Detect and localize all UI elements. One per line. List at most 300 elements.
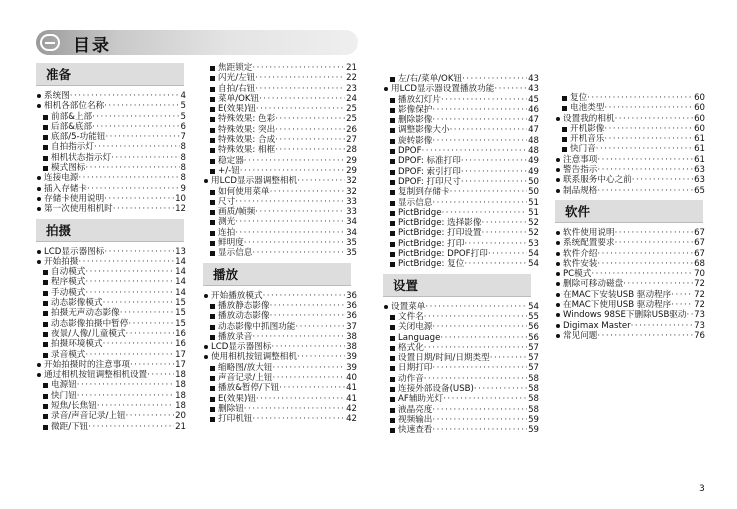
dot-leader — [103, 298, 174, 308]
toc-entry-page: 5 — [180, 101, 186, 112]
bullet-square-icon — [390, 428, 395, 433]
bullet-dot-icon — [204, 179, 208, 183]
toc-entry[interactable] — [203, 166, 357, 176]
toc-entry-page: 61 — [694, 134, 705, 145]
dot-leader — [92, 112, 179, 122]
toc-entry[interactable] — [203, 342, 357, 352]
toc-entry[interactable] — [383, 333, 539, 343]
toc-entry[interactable] — [383, 84, 539, 94]
toc-entry[interactable] — [555, 124, 705, 134]
bullet-dot-icon — [37, 197, 41, 201]
toc-entry[interactable] — [555, 144, 705, 154]
toc-entry-title: 软件介绍 — [563, 248, 598, 259]
toc-entry-title: E(效果)钮 — [218, 393, 256, 404]
toc-entry[interactable] — [555, 310, 705, 320]
toc-entry[interactable] — [36, 163, 186, 173]
section-heading: 拍摄 — [36, 219, 184, 242]
dot-leader — [120, 308, 174, 318]
toc-entry[interactable] — [203, 228, 357, 238]
toc-entry[interactable] — [383, 177, 539, 187]
dot-leader — [604, 134, 693, 144]
toc-entry[interactable] — [555, 93, 705, 103]
toc-entry-page: 72 — [694, 279, 705, 290]
bullet-square-icon — [562, 106, 567, 111]
toc-entry[interactable] — [383, 187, 539, 197]
dot-leader — [103, 339, 174, 349]
toc-entry-title: 调整影像大小 — [398, 125, 450, 136]
bullet-dot-icon — [37, 176, 41, 180]
dot-leader — [252, 332, 345, 342]
toc-entry-page: 53 — [528, 238, 539, 249]
toc-entry[interactable] — [36, 153, 186, 163]
bullet-square-icon — [210, 210, 215, 215]
toc-entry[interactable] — [203, 217, 357, 227]
dot-leader — [130, 360, 174, 370]
toc-entry[interactable] — [555, 103, 705, 113]
toc-entry-page: 13 — [175, 246, 186, 257]
toc-entry-title: PictBridge: 复位 — [398, 259, 465, 270]
toc-entry[interactable] — [36, 360, 186, 370]
toc-entry[interactable] — [203, 311, 357, 321]
toc-entry[interactable] — [555, 165, 705, 175]
toc-entry[interactable] — [36, 370, 186, 380]
toc-entry-title: 相机各部位名称 — [44, 101, 105, 112]
toc-entry[interactable] — [383, 384, 539, 394]
dot-leader — [443, 394, 527, 404]
bullet-square-icon — [43, 156, 48, 161]
toc-entry-page: 52 — [528, 218, 539, 229]
bullet-square-icon — [390, 190, 395, 195]
bullet-square-icon — [210, 335, 215, 340]
section-heading: 软件 — [555, 200, 703, 223]
dot-leader — [488, 249, 527, 259]
toc-entry[interactable] — [383, 105, 539, 115]
dot-leader — [490, 353, 527, 363]
toc-entry[interactable] — [555, 290, 705, 300]
dot-leader — [432, 115, 527, 125]
toc-entry[interactable] — [36, 308, 186, 318]
toc-entry-page: 51 — [528, 207, 539, 218]
toc-entry[interactable] — [383, 374, 539, 384]
toc-entry-page: 38 — [346, 342, 357, 353]
toc-entry[interactable] — [555, 259, 705, 269]
toc-entry-title: 快门钮 — [51, 390, 77, 401]
bullet-square-icon — [43, 280, 48, 285]
toc-entry[interactable] — [203, 145, 357, 155]
toc-entry[interactable] — [383, 425, 539, 435]
minus-circle-icon — [40, 34, 60, 51]
toc-entry[interactable] — [203, 187, 357, 197]
toc-entry[interactable] — [203, 114, 357, 124]
toc-entry[interactable] — [555, 321, 705, 331]
dot-leader — [295, 322, 345, 332]
toc-entry[interactable] — [383, 125, 539, 135]
bullet-dot-icon — [556, 189, 560, 193]
toc-entry-page: 41 — [346, 383, 357, 394]
toc-entry[interactable] — [203, 156, 357, 166]
toc-entry-title: 开机影像 — [570, 123, 605, 134]
toc-entry[interactable] — [383, 239, 539, 249]
toc-entry-page: 58 — [528, 384, 539, 395]
dot-leader — [424, 374, 527, 384]
toc-entry-title: 手动模式 — [51, 287, 86, 298]
dot-leader — [422, 146, 528, 156]
bullet-dot-icon — [556, 252, 560, 256]
dot-leader — [252, 248, 345, 258]
bullet-square-icon — [562, 147, 567, 152]
bullet-square-icon — [210, 251, 215, 256]
toc-entry-title: 画质/帧频 — [218, 207, 256, 218]
toc-entry-page: 42 — [346, 403, 357, 414]
bullet-square-icon — [390, 252, 395, 257]
toc-entry[interactable] — [383, 156, 539, 166]
toc-entry-page: 18 — [175, 370, 186, 381]
bullet-square-icon — [562, 127, 567, 132]
toc-entry[interactable] — [555, 269, 705, 279]
toc-entry-title: 格式化 — [398, 342, 424, 353]
toc-entry-page: 14 — [175, 267, 186, 278]
toc-entry-title: 存储卡使用说明 — [44, 193, 105, 204]
toc-entry-page: 39 — [346, 362, 357, 373]
bullet-square-icon — [390, 387, 395, 392]
toc-entry[interactable] — [203, 135, 357, 145]
bullet-square-icon — [210, 241, 215, 246]
toc-entry[interactable] — [203, 373, 357, 383]
bullet-square-icon — [210, 366, 215, 371]
toc-entry-title: 播放&暂停/下钮 — [218, 383, 280, 394]
toc-entry[interactable] — [203, 414, 357, 424]
toc-entry[interactable] — [36, 184, 186, 194]
dot-leader — [482, 228, 528, 238]
toc-entry[interactable] — [203, 104, 357, 114]
toc-entry-page: 33 — [346, 196, 357, 207]
bullet-dot-icon — [556, 117, 560, 121]
dot-leader — [432, 405, 527, 415]
toc-entry[interactable] — [555, 238, 705, 248]
toc-entry-title: 系统图 — [44, 91, 70, 101]
toc-entry-title: 使用相机按钮调整相机 — [211, 352, 297, 363]
dot-leader — [671, 290, 693, 300]
toc-entry[interactable] — [36, 257, 186, 267]
toc-entry-page: 32 — [346, 176, 357, 187]
toc-entry-page: 49 — [528, 166, 539, 177]
dot-leader — [591, 269, 693, 279]
dot-leader — [275, 135, 345, 145]
toc-entry[interactable] — [203, 248, 357, 258]
toc-entry[interactable] — [383, 343, 539, 353]
dot-leader — [275, 114, 345, 124]
toc-entry[interactable] — [203, 94, 357, 104]
dot-leader — [671, 300, 693, 310]
toc-entry[interactable] — [203, 383, 357, 393]
toc-entry[interactable] — [555, 114, 705, 124]
bullet-dot-icon — [556, 303, 560, 307]
bullet-square-icon — [210, 97, 215, 102]
toc-entry-title: 连接电源 — [44, 173, 79, 184]
toc-entry-title: 删除影像 — [398, 115, 433, 126]
toc-entry-title: 拍摄环境模式 — [51, 339, 103, 350]
bullet-square-icon — [390, 128, 395, 133]
toc-entry[interactable] — [383, 259, 539, 269]
toc-entry[interactable] — [203, 394, 357, 404]
toc-entry-title: 连接外部设备(USB) — [398, 384, 474, 395]
toc-entry-title: 相机状态指示灯 — [51, 152, 112, 163]
toc-entry-page: 8 — [180, 142, 186, 153]
bullet-square-icon — [210, 148, 215, 153]
dot-leader — [464, 259, 527, 269]
dot-leader — [432, 322, 527, 332]
toc-entry-page: 47 — [528, 125, 539, 136]
bullet-square-icon — [43, 291, 48, 296]
toc-entry[interactable] — [36, 350, 186, 360]
dot-leader — [597, 165, 693, 175]
toc-entry-title: DPOF: 打印尺寸 — [398, 176, 461, 187]
toc-entry[interactable] — [383, 228, 539, 238]
dot-leader — [88, 422, 174, 432]
bullet-square-icon — [43, 135, 48, 140]
toc-entry-title: 用LCD显示器调整相机 — [211, 176, 298, 187]
dot-leader — [235, 217, 345, 227]
toc-entry-page: 36 — [346, 311, 357, 322]
bullet-square-icon — [43, 145, 48, 150]
toc-entry[interactable] — [555, 249, 705, 259]
dot-leader — [297, 176, 345, 186]
bullet-square-icon — [390, 180, 395, 185]
toc-entry[interactable] — [383, 249, 539, 259]
bullet-square-icon — [210, 231, 215, 236]
dot-leader — [442, 208, 528, 218]
toc-entry-page: 57 — [528, 353, 539, 364]
toc-entry[interactable] — [36, 288, 186, 298]
toc-entry[interactable] — [203, 238, 357, 248]
toc-entry[interactable] — [383, 302, 539, 312]
toc-entry-page: 60 — [694, 123, 705, 134]
bullet-square-icon — [390, 325, 395, 330]
toc-entry[interactable] — [36, 391, 186, 401]
toc-entry-title: 微距/下钮 — [51, 421, 89, 432]
dot-leader — [297, 352, 345, 362]
toc-entry[interactable] — [203, 176, 357, 186]
toc-entry[interactable] — [383, 312, 539, 322]
toc-entry-page: 25 — [346, 104, 357, 115]
toc-entry[interactable] — [36, 91, 186, 101]
bullet-square-icon — [210, 325, 215, 330]
toc-entry[interactable] — [383, 394, 539, 404]
bullet-dot-icon — [384, 87, 388, 91]
toc-entry[interactable] — [36, 329, 186, 339]
toc-entry-title: LCD显示器图标 — [44, 246, 105, 257]
bullet-square-icon — [390, 98, 395, 103]
toc-entry-page: 33 — [346, 207, 357, 218]
toc-entry[interactable] — [383, 146, 539, 156]
dot-leader — [259, 94, 345, 104]
section-heading: 准备 — [36, 63, 184, 86]
bullet-square-icon — [210, 87, 215, 92]
toc-entry[interactable] — [383, 208, 539, 218]
bullet-square-icon — [210, 138, 215, 143]
toc-entry[interactable] — [203, 63, 357, 73]
toc-entry[interactable] — [383, 95, 539, 105]
toc-entry[interactable] — [203, 322, 357, 332]
dot-leader — [263, 291, 345, 301]
toc-entry[interactable] — [203, 84, 357, 94]
toc-entry-page: 57 — [528, 342, 539, 353]
bullet-square-icon — [43, 404, 48, 409]
toc-entry[interactable] — [555, 331, 705, 341]
toc-entry-page: 38 — [346, 331, 357, 342]
toc-entry[interactable] — [36, 277, 186, 287]
bullet-dot-icon — [37, 104, 41, 108]
bullet-square-icon — [43, 332, 48, 337]
toc-entry[interactable] — [203, 125, 357, 135]
toc-entry[interactable] — [36, 298, 186, 308]
toc-entry[interactable] — [36, 247, 186, 257]
dot-leader — [94, 142, 180, 152]
dot-leader — [85, 163, 179, 173]
toc-entry-page: 60 — [694, 103, 705, 114]
toc-entry[interactable] — [555, 175, 705, 185]
toc-entry[interactable] — [36, 132, 186, 142]
dot-leader — [255, 84, 345, 94]
toc-entry-title: 常见问题 — [563, 330, 598, 341]
toc-entry-page: 36 — [346, 290, 357, 301]
toc-entry[interactable] — [36, 267, 186, 277]
toc-entry[interactable] — [555, 186, 705, 196]
toc-entry-page: 67 — [694, 248, 705, 259]
toc-entry[interactable] — [203, 332, 357, 342]
dot-leader — [77, 391, 174, 401]
toc-entry-page: 65 — [694, 185, 705, 196]
dot-leader — [256, 104, 345, 114]
toc-entry[interactable] — [383, 136, 539, 146]
toc-entry-page: 73 — [694, 310, 705, 321]
toc-entry-page: 20 — [175, 411, 186, 422]
toc-entry[interactable] — [203, 207, 357, 217]
dot-leader — [235, 197, 345, 207]
bullet-square-icon — [210, 397, 215, 402]
toc-entry-title: E(效果)钮 — [218, 104, 256, 115]
toc-entry[interactable] — [383, 74, 539, 84]
toc-entry-title: 闪光/左钮 — [218, 73, 256, 84]
toc-entry[interactable] — [203, 404, 357, 414]
toc-entry[interactable] — [36, 422, 186, 432]
toc-entry[interactable] — [36, 112, 186, 122]
section-heading: 播放 — [203, 263, 351, 286]
dot-leader — [464, 239, 527, 249]
toc-entry[interactable] — [383, 405, 539, 415]
toc-entry[interactable] — [555, 155, 705, 165]
toc-entry[interactable] — [36, 380, 186, 390]
bullet-square-icon — [390, 139, 395, 144]
toc-entry-title: 特殊效果: 相框 — [218, 145, 276, 156]
toc-entry[interactable] — [36, 194, 186, 204]
toc-entry[interactable] — [383, 218, 539, 228]
toc-entry-title: 稳定器 — [218, 155, 244, 166]
toc-entry-title: PictBridge — [398, 207, 442, 218]
dot-leader — [615, 114, 693, 124]
toc-entry-title: DPOF: 索引打印 — [398, 166, 461, 177]
toc-entry[interactable] — [203, 73, 357, 83]
dot-leader — [275, 125, 345, 135]
toc-entry-title: 自动模式 — [51, 267, 86, 278]
toc-entry-page: 50 — [528, 187, 539, 198]
toc-entry-title: 液晶亮度 — [398, 404, 433, 415]
toc-entry[interactable] — [203, 301, 357, 311]
toc-entry[interactable] — [36, 101, 186, 111]
toc-entry-page: 61 — [694, 154, 705, 165]
dot-leader — [597, 331, 693, 341]
toc-entry[interactable] — [36, 204, 186, 214]
toc-entry[interactable] — [383, 322, 539, 332]
toc-entry[interactable] — [383, 115, 539, 125]
dot-leader — [70, 91, 180, 101]
bullet-square-icon — [43, 383, 48, 388]
toc-entry[interactable] — [36, 401, 186, 411]
toc-entry[interactable] — [203, 363, 357, 373]
dot-leader — [147, 370, 174, 380]
toc-entry[interactable] — [36, 122, 186, 132]
toc-entry-page: 29 — [346, 165, 357, 176]
bullet-square-icon — [210, 159, 215, 164]
bullet-dot-icon — [204, 355, 208, 359]
toc-entry[interactable] — [555, 300, 705, 310]
dot-leader — [92, 122, 179, 132]
toc-entry[interactable] — [36, 142, 186, 152]
toc-entry[interactable] — [555, 279, 705, 289]
toc-entry[interactable] — [203, 352, 357, 362]
toc-entry-title: 程序模式 — [51, 277, 86, 288]
bullet-square-icon — [390, 77, 395, 82]
toc-entry[interactable] — [555, 134, 705, 144]
toc-entry[interactable] — [203, 197, 357, 207]
toc-entry-title: 特殊效果: 合成 — [218, 135, 276, 146]
toc-entry-page: 67 — [694, 227, 705, 238]
toc-entry-page: 72 — [694, 289, 705, 300]
toc-entry[interactable] — [203, 291, 357, 301]
toc-entry[interactable] — [555, 228, 705, 238]
toc-entry-page: 28 — [346, 145, 357, 156]
bullet-square-icon — [43, 414, 48, 419]
bullet-square-icon — [43, 322, 48, 327]
section-heading: 设置 — [383, 274, 531, 297]
toc-entry-page: 63 — [694, 165, 705, 176]
bullet-dot-icon — [556, 324, 560, 328]
bullet-dot-icon — [556, 168, 560, 172]
toc-entry[interactable] — [383, 167, 539, 177]
toc-entry-page: 7 — [180, 132, 186, 143]
toc-entry[interactable] — [36, 173, 186, 183]
toc-entry[interactable] — [383, 198, 539, 208]
toc-entry[interactable] — [383, 363, 539, 373]
toc-entry[interactable] — [36, 319, 186, 329]
dot-leader — [615, 228, 693, 238]
dot-leader — [255, 207, 345, 217]
toc-column-4 — [555, 93, 705, 341]
toc-entry[interactable] — [36, 339, 186, 349]
toc-entry-title: Digimax Master — [563, 320, 631, 331]
toc-entry-page: 56 — [528, 332, 539, 343]
bullet-square-icon — [210, 376, 215, 381]
dot-leader — [244, 238, 345, 248]
toc-entry[interactable] — [383, 415, 539, 425]
toc-entry-page: 14 — [175, 277, 186, 288]
bullet-square-icon — [210, 117, 215, 122]
toc-entry[interactable] — [36, 411, 186, 421]
toc-entry-title: 模式图标 — [51, 163, 86, 174]
toc-entry[interactable] — [383, 353, 539, 363]
page-number: 3 — [699, 484, 705, 494]
toc-entry-page: 16 — [175, 339, 186, 350]
